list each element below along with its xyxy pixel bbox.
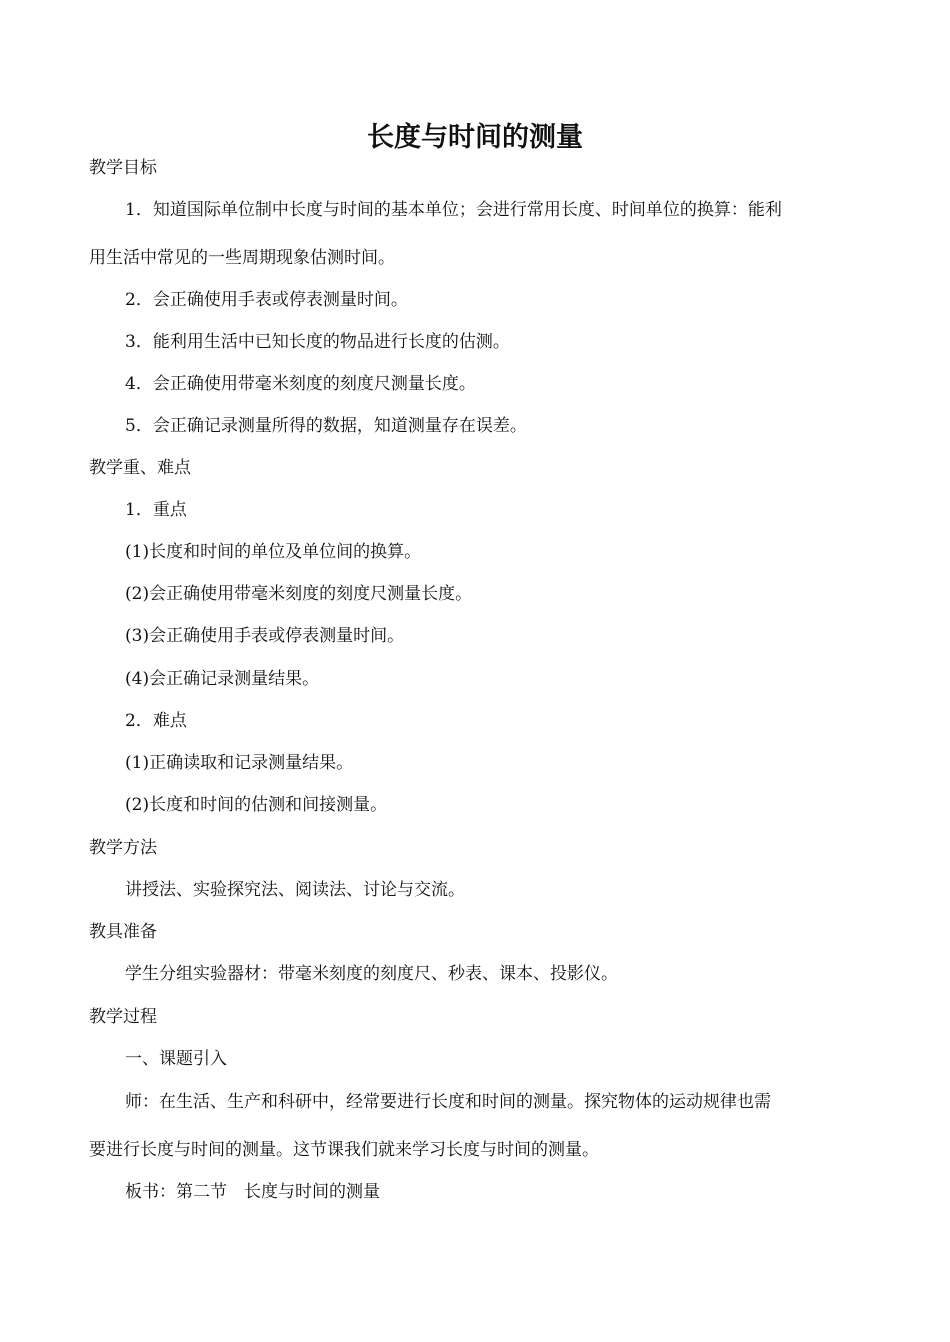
paragraph-line: (3)会正确使用手表或停表测量时间。 <box>125 626 405 646</box>
paragraph-line: 2．会正确使用手表或停表测量时间。 <box>125 290 408 310</box>
paragraph-line: 学生分组实验器材：带毫米刻度的刻度尺、秒表、课本、投影仪。 <box>125 964 618 984</box>
section-heading-process: 教学过程 <box>89 1007 157 1027</box>
paragraph-line: 师：在生活、生产和科研中，经常要进行长度和时间的测量。探究物体的运动规律也需 <box>125 1092 771 1112</box>
paragraph-line: (4)会正确记录测量结果。 <box>125 669 320 689</box>
document-title: 长度与时间的测量 <box>367 122 583 153</box>
paragraph-line: 1．知道国际单位制中长度与时间的基本单位；会进行常用长度、时间单位的换算：能利 <box>125 200 782 220</box>
paragraph-line: (2)会正确使用带毫米刻度的刻度尺测量长度。 <box>125 584 473 604</box>
section-heading-methods: 教学方法 <box>89 838 157 858</box>
paragraph-line: 5．会正确记录测量所得的数据，知道测量存在误差。 <box>125 416 527 436</box>
section-heading-objectives: 教学目标 <box>89 158 157 178</box>
paragraph-line: (2)长度和时间的估测和间接测量。 <box>125 795 388 815</box>
paragraph-line: 用生活中常见的一些周期现象估测时间。 <box>89 248 395 268</box>
section-heading-key-points: 教学重、难点 <box>89 458 191 478</box>
paragraph-line: 4．会正确使用带毫米刻度的刻度尺测量长度。 <box>125 374 476 394</box>
paragraph-line: (1)长度和时间的单位及单位间的换算。 <box>125 542 422 562</box>
paragraph-line: (1)正确读取和记录测量结果。 <box>125 753 354 773</box>
paragraph-line: 讲授法、实验探究法、阅读法、讨论与交流。 <box>125 880 465 900</box>
paragraph-line: 1．重点 <box>125 500 187 520</box>
paragraph-line: 3．能利用生活中已知长度的物品进行长度的估测。 <box>125 332 510 352</box>
paragraph-line: 板书：第二节 长度与时间的测量 <box>125 1182 380 1202</box>
paragraph-line: 要进行长度与时间的测量。这节课我们就来学习长度与时间的测量。 <box>89 1140 599 1160</box>
paragraph-line: 一、课题引入 <box>125 1049 227 1069</box>
section-heading-materials: 教具准备 <box>89 922 157 942</box>
paragraph-line: 2．难点 <box>125 711 187 731</box>
